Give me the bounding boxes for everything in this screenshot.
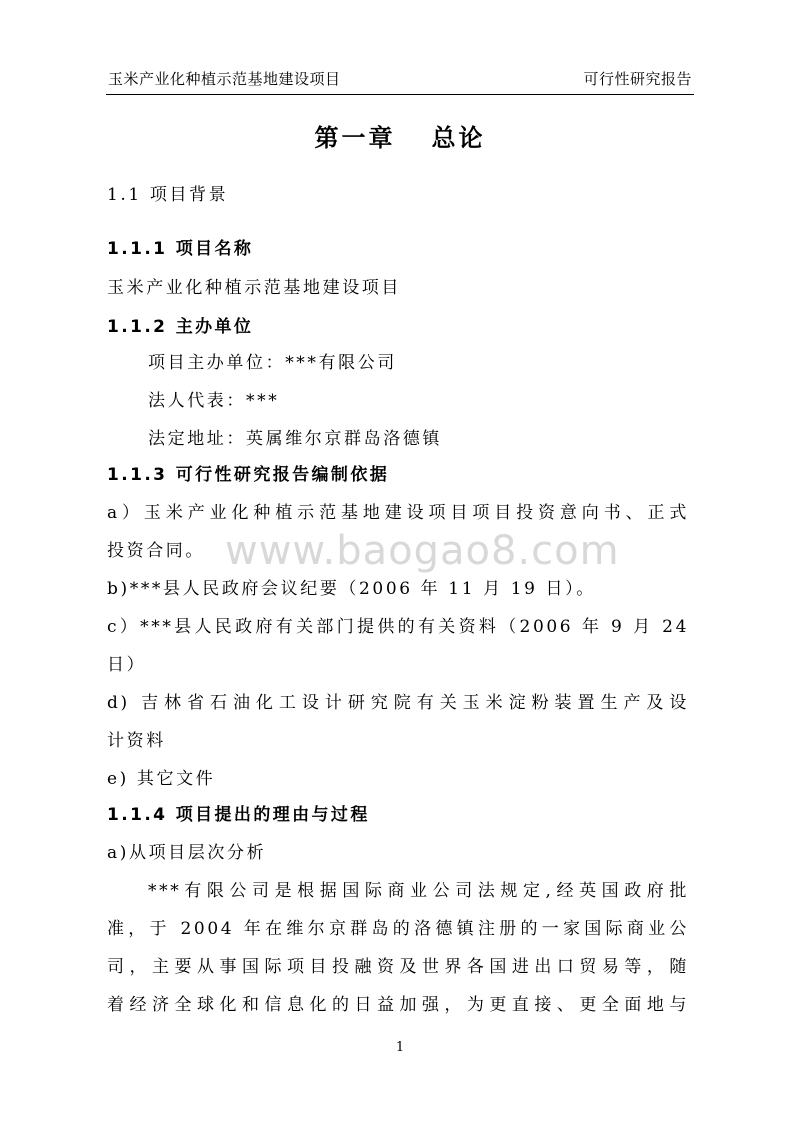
basis-c-line2: 日） [107, 655, 147, 675]
chapter-name: 总论 [431, 124, 486, 152]
basis-a-line2: 投资合同。 [107, 541, 205, 561]
reason-para-line3: 司，主要从事国际项目投融资及世界各国进出口贸易等，随 [107, 957, 689, 977]
sponsor-line: 项目主办单位：***有限公司 [148, 353, 397, 373]
section-1-1-3-heading: 1.1.3 可行性研究报告编制依据 [107, 465, 390, 485]
running-header-doc-type: 可行性研究报告 [583, 70, 692, 88]
basis-b-line: b)***县人民政府会议纪要（2006 年 11 月 19 日）。 [107, 579, 596, 599]
basis-e-line: e) 其它文件 [107, 769, 216, 789]
chapter-title [0, 118, 800, 153]
basis-c-line1: c）***县人民政府有关部门提供的有关资料（2006 年 9 月 24 [107, 617, 689, 637]
watermark: www.baogao8.com [225, 528, 620, 574]
page-number: 1 [395, 1040, 405, 1055]
section-1-1-4-heading: 1.1.4 项目提出的理由与过程 [107, 805, 370, 825]
section-1-1-1-heading: 1.1.1 项目名称 [107, 239, 254, 259]
reason-sub-a: a)从项目层次分析 [107, 843, 267, 863]
basis-d-line2: 计资料 [107, 731, 166, 751]
header-rule [106, 94, 694, 95]
basis-d-line1: d) 吉林省石油化工设计研究院有关玉米淀粉装置生产及设 [107, 693, 689, 713]
reason-para-line4: 着经济全球化和信息化的日益加强，为更直接、更全面地与 [107, 995, 689, 1015]
legal-rep-line: 法人代表：*** [148, 391, 280, 411]
chapter-number: 第一章 [314, 124, 396, 152]
section-1-1-heading: 1.1 项目背景 [107, 185, 229, 205]
project-name-text: 玉米产业化种植示范基地建设项目 [107, 278, 401, 298]
reason-para-line1: ***有限公司是根据国际商业公司法规定,经英国政府批 [148, 881, 689, 901]
address-line: 法定地址：英属维尔京群岛洛德镇 [148, 429, 442, 449]
running-header-title: 玉米产业化种植示范基地建设项目 [108, 70, 341, 88]
basis-a-line1: a）玉米产业化种植示范基地建设项目项目投资意向书、正式 [107, 503, 689, 523]
reason-para-line2: 准，于 2004 年在维尔京群岛的洛德镇注册的一家国际商业公 [107, 919, 689, 939]
section-1-1-2-heading: 1.1.2 主办单位 [107, 317, 254, 337]
